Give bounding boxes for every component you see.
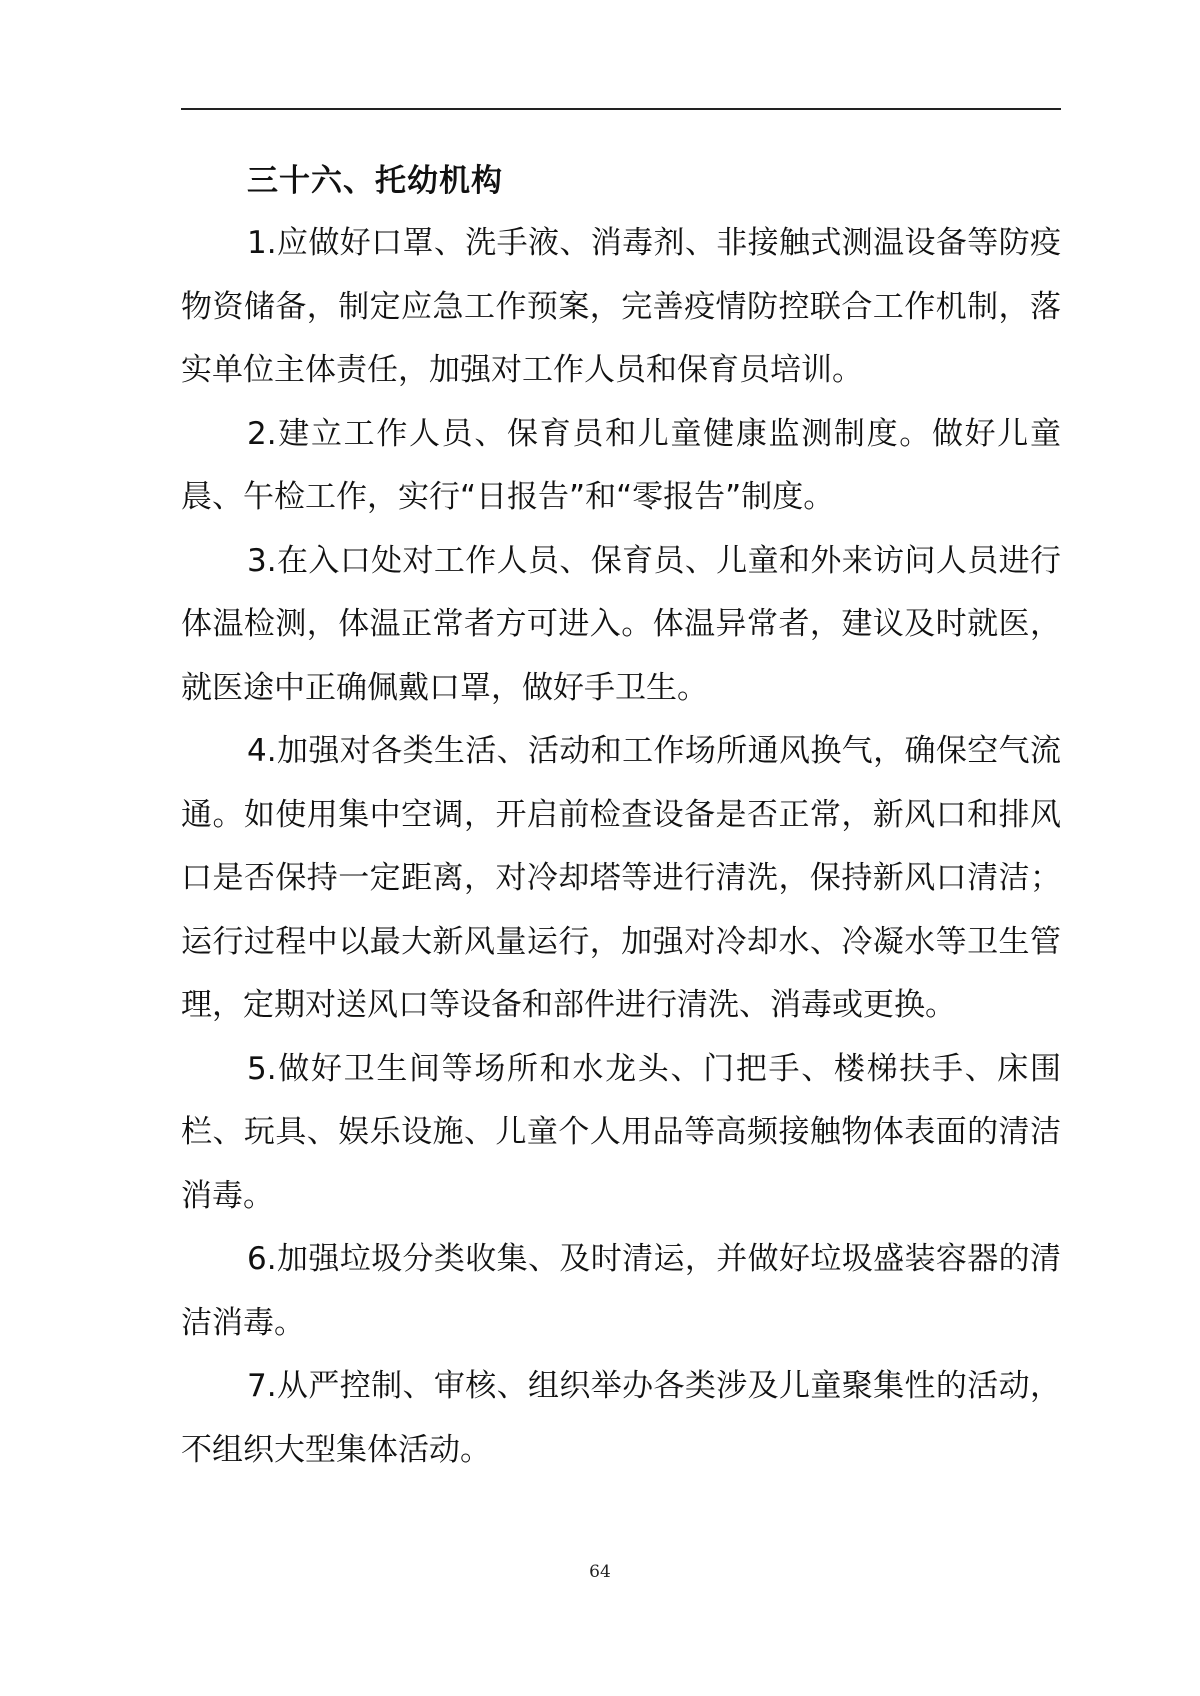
paragraph-4: 4.加强对各类生活、活动和工作场所通风换气，确保空气流通。如使用集中空调，开启前检查设备是否正常，新风口和排风口是否保持一定距离，对冷却塔等进行清洗，保持新风口清洁；运行过程中以最大新风量运行，加强对冷却水、冷凝水等卫生管理，定期对送风口等设备和部件进行清洗、消毒或更换。	[181, 733, 1061, 1023]
page-number: 64	[589, 1562, 611, 1582]
header-rule	[181, 108, 1061, 110]
paragraph-5: 5.做好卫生间等场所和水龙头、门把手、楼梯扶手、床围栏、玩具、娱乐设施、儿童个人用品等高频接触物体表面的清洁消毒。	[181, 1050, 1061, 1214]
paragraph-3: 3.在入口处对工作人员、保育员、儿童和外来访问人员进行体温检测，体温正常者方可进入。体温异常者，建议及时就医，就医途中正确佩戴口罩，做好手卫生。	[181, 542, 1061, 706]
paragraph-2: 2.建立工作人员、保育员和儿童健康监测制度。做好儿童晨、午检工作，实行“日报告”和“零报告”制度。	[181, 415, 1061, 515]
paragraph-6: 6.加强垃圾分类收集、及时清运，并做好垃圾盛装容器的清洁消毒。	[181, 1241, 1061, 1341]
paragraph-7: 7.从严控制、审核、组织举办各类涉及儿童聚集性的活动，不组织大型集体活动。	[181, 1368, 1061, 1468]
paragraph-1: 1.应做好口罩、洗手液、消毒剂、非接触式测温设备等防疫物资储备，制定应急工作预案，完善疫情防控联合工作机制，落实单位主体责任，加强对工作人员和保育员培训。	[181, 225, 1061, 388]
document-body	[181, 150, 1061, 1482]
section-title: 三十六、托幼机构	[247, 163, 503, 199]
